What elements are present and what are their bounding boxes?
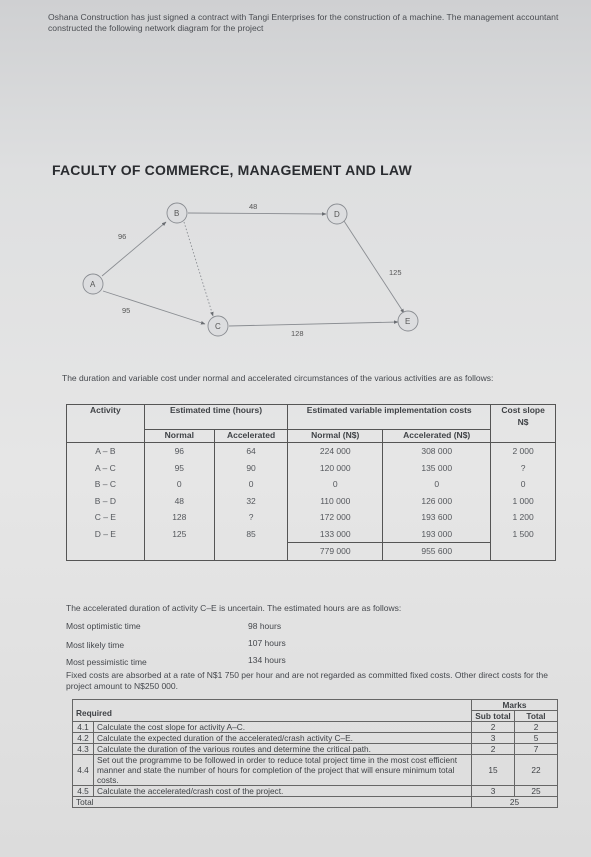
question-total-marks: 7 <box>515 744 558 755</box>
estimate-label: Most likely time <box>66 640 125 650</box>
row-accelerated-cost: 193 000 <box>383 526 491 543</box>
row-normal: 48 <box>144 493 214 510</box>
estimate-value: 134 hours <box>248 655 286 665</box>
row-accelerated-cost: 135 000 <box>383 460 491 477</box>
estimate-label: Most pessimistic time <box>66 657 147 667</box>
question-text: Calculate the accelerated/crash cost of the project. <box>94 786 472 797</box>
estimate-label: Most optimistic time <box>66 621 141 631</box>
hdr-cost-slope-unit: N$ <box>491 417 556 430</box>
faculty-heading: FACULTY OF COMMERCE, MANAGEMENT AND LAW <box>52 162 412 178</box>
question-total-marks: 22 <box>515 755 558 786</box>
row-activity: B – D <box>67 493 145 510</box>
marks-heading: Marks <box>472 700 558 711</box>
row-normal-cost: 0 <box>288 476 383 493</box>
row-slope: 2 000 <box>491 443 556 460</box>
total-normal-cost: 779 000 <box>288 543 383 561</box>
question-number: 4.2 <box>73 733 94 744</box>
required-heading: Required <box>73 700 472 722</box>
node-d-label: D <box>334 210 340 219</box>
edge-b-d-label: 48 <box>249 202 258 211</box>
question-number: 4.1 <box>73 722 94 733</box>
row-accelerated: 85 <box>214 526 287 543</box>
row-slope: 0 <box>491 476 556 493</box>
hdr-accelerated-ns: Accelerated (N$) <box>383 430 491 443</box>
uncertain-text: The accelerated duration of activity C–E is uncertain. The estimated hours are as follows: <box>66 603 402 613</box>
node-c-label: C <box>215 322 221 331</box>
estimate-value: 98 hours <box>248 621 282 631</box>
sub-total-heading: Sub total <box>472 711 515 722</box>
question-sub-marks: 15 <box>472 755 515 786</box>
edge-d-e-label: 125 <box>389 268 402 277</box>
row-accelerated-cost: 193 600 <box>383 509 491 526</box>
row-accelerated: 90 <box>214 460 287 477</box>
estimate-value: 107 hours <box>248 638 286 648</box>
question-text: Calculate the duration of the various routes and determine the critical path. <box>94 744 472 755</box>
edge-a-c <box>103 291 205 324</box>
question-total-marks: 5 <box>515 733 558 744</box>
required-table <box>72 699 558 808</box>
grand-total-label: Total <box>73 797 472 808</box>
question-total-marks: 2 <box>515 722 558 733</box>
row-accelerated: 32 <box>214 493 287 510</box>
row-slope: 1 200 <box>491 509 556 526</box>
row-accelerated: ? <box>214 509 287 526</box>
edge-c-e <box>229 322 398 326</box>
edge-a-b <box>102 222 166 276</box>
activity-table <box>66 404 556 561</box>
edge-b-c <box>184 222 213 316</box>
row-normal-cost: 120 000 <box>288 460 383 477</box>
question-text: Calculate the expected duration of the accelerated/crash activity C–E. <box>94 733 472 744</box>
grand-total-value: 25 <box>472 797 558 808</box>
edge-d-e <box>344 221 404 313</box>
row-normal: 125 <box>144 526 214 543</box>
question-sub-marks: 2 <box>472 722 515 733</box>
edge-a-c-label: 95 <box>122 306 131 315</box>
row-accelerated: 0 <box>214 476 287 493</box>
question-sub-marks: 3 <box>472 733 515 744</box>
row-normal-cost: 224 000 <box>288 443 383 460</box>
row-normal-cost: 133 000 <box>288 526 383 543</box>
hdr-accelerated: Accelerated <box>214 430 287 443</box>
row-normal-cost: 110 000 <box>288 493 383 510</box>
edge-b-d <box>188 213 326 214</box>
edge-c-e-label: 128 <box>291 329 304 338</box>
fixed-costs-text: Fixed costs are absorbed at a rate of N$1 750 per hour and are not regarded as committed fixed costs. Other direct costs for the project amount to N$250 000. <box>66 670 548 691</box>
row-activity: C – E <box>67 509 145 526</box>
row-activity: D – E <box>67 526 145 543</box>
question-number: 4.3 <box>73 744 94 755</box>
row-accelerated: 64 <box>214 443 287 460</box>
question-sub-marks: 2 <box>472 744 515 755</box>
total-accelerated-cost: 955 600 <box>383 543 491 561</box>
hdr-cost-slope: Cost slope <box>491 405 556 418</box>
question-text: Calculate the cost slope for activity A–C. <box>94 722 472 733</box>
row-slope: 1 500 <box>491 526 556 543</box>
node-b-label: B <box>174 209 180 218</box>
row-normal-cost: 172 000 <box>288 509 383 526</box>
row-accelerated-cost: 126 000 <box>383 493 491 510</box>
question-number: 4.5 <box>73 786 94 797</box>
row-activity: A – B <box>67 443 145 460</box>
question-text: Set out the programme to be followed in order to reduce total project time in the most cost efficient manner and state the number of hours for completion of the project that will ensure minimum total costs. <box>94 755 472 786</box>
hdr-estimated-costs: Estimated variable implementation costs <box>288 405 491 430</box>
row-normal: 0 <box>144 476 214 493</box>
node-a-label: A <box>90 280 96 289</box>
hdr-normal-ns: Normal (N$) <box>288 430 383 443</box>
total-heading: Total <box>515 711 558 722</box>
hdr-estimated-time: Estimated time (hours) <box>144 405 288 418</box>
row-normal: 128 <box>144 509 214 526</box>
question-sub-marks: 3 <box>472 786 515 797</box>
row-activity: A – C <box>67 460 145 477</box>
row-activity: B – C <box>67 476 145 493</box>
hdr-activity: Activity <box>67 405 145 418</box>
table-intro: The duration and variable cost under normal and accelerated circumstances of the various activities are as follows: <box>62 373 494 383</box>
row-slope: ? <box>491 460 556 477</box>
row-accelerated-cost: 308 000 <box>383 443 491 460</box>
edge-a-b-label: 96 <box>118 232 127 241</box>
network-diagram <box>0 0 591 350</box>
node-e-label: E <box>405 317 411 326</box>
row-normal: 95 <box>144 460 214 477</box>
question-total-marks: 25 <box>515 786 558 797</box>
row-slope: 1 000 <box>491 493 556 510</box>
question-number: 4.4 <box>73 755 94 786</box>
intro-paragraph: Oshana Construction has just signed a contract with Tangi Enterprises for the construction of a machine. The management accountant constructed the following network diagram for the project <box>48 12 559 33</box>
hdr-normal: Normal <box>144 430 214 443</box>
row-accelerated-cost: 0 <box>383 476 491 493</box>
row-normal: 96 <box>144 443 214 460</box>
